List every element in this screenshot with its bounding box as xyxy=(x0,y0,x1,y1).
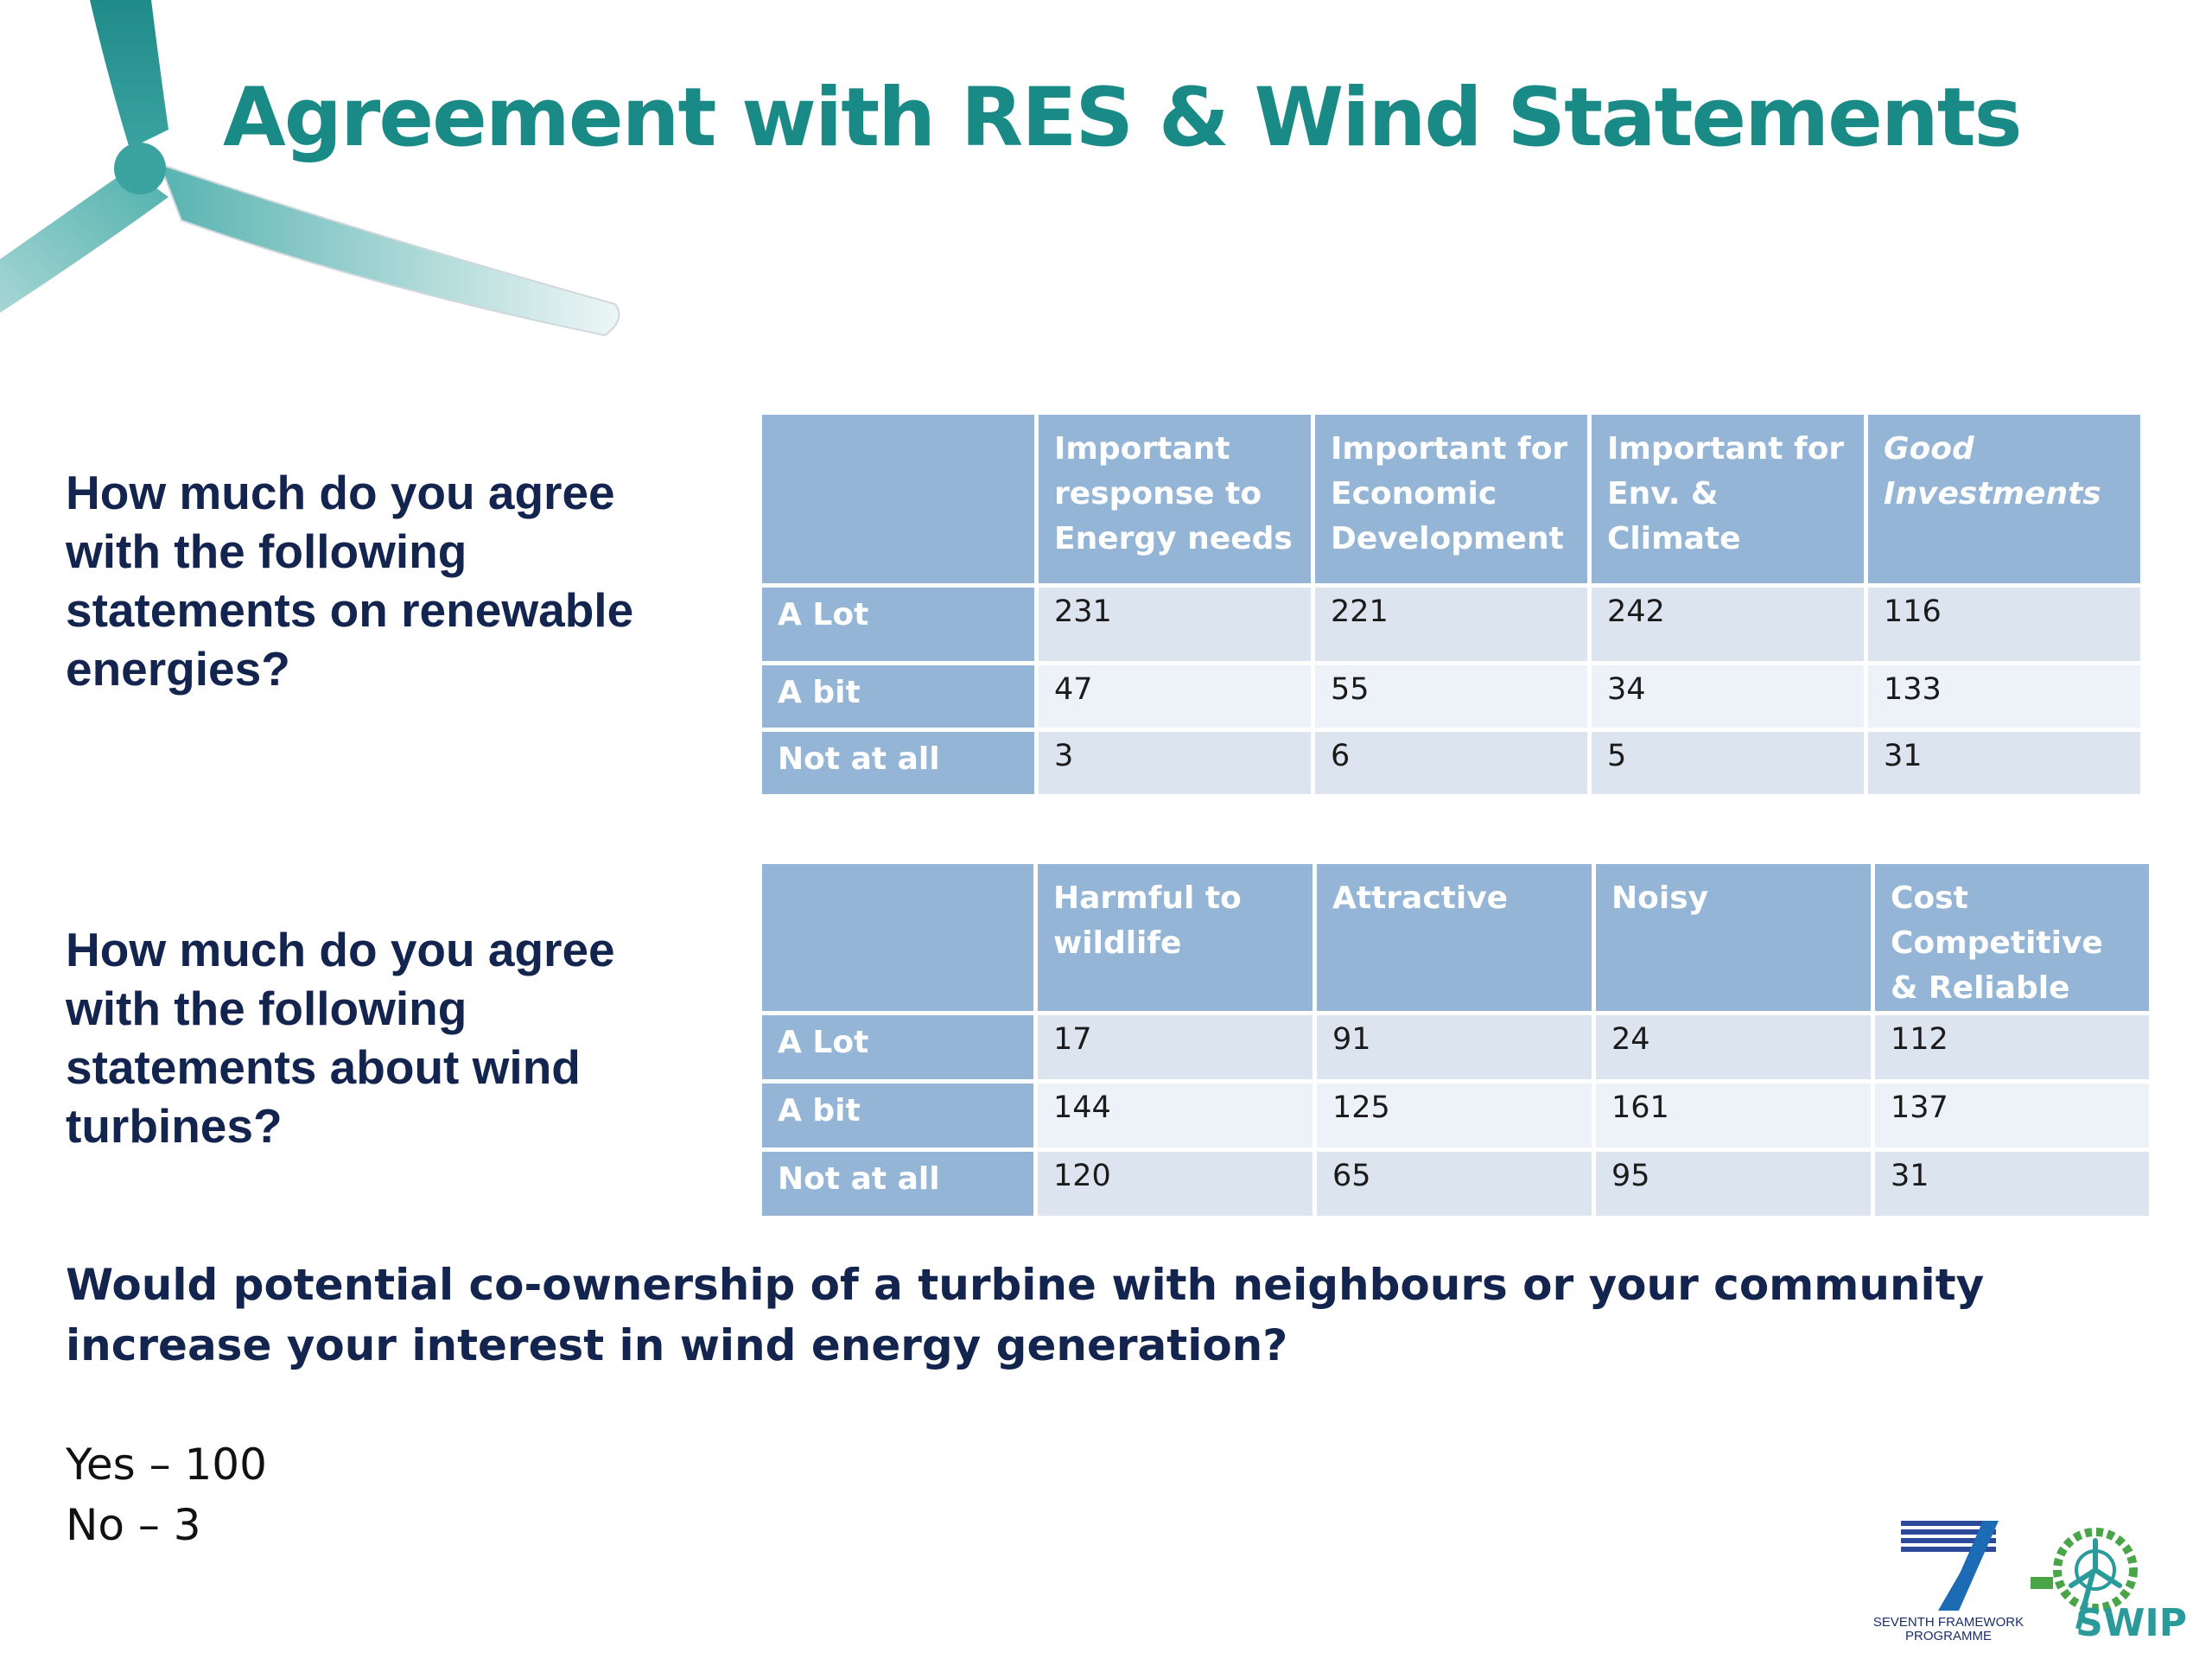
fp7-caption: SEVENTH FRAMEWORK PROGRAMME xyxy=(1872,1615,2024,1643)
table-row xyxy=(762,665,2140,728)
swip-logo xyxy=(2026,1516,2199,1646)
table-header-row xyxy=(762,864,2149,1011)
table-cell: 95 xyxy=(1596,1152,1871,1216)
table-cell: 161 xyxy=(1596,1084,1871,1147)
turbines-question: How much do you agree with the following statements about wind turbines? xyxy=(66,923,615,1153)
table-row xyxy=(762,732,2140,794)
table-row xyxy=(762,1015,2149,1079)
row-header: Not at all xyxy=(762,732,1034,794)
table-cell: 116 xyxy=(1868,588,2140,661)
table-cell: 24 xyxy=(1596,1015,1871,1079)
column-header: Noisy xyxy=(1596,864,1871,1011)
table-cell: 120 xyxy=(1038,1152,1313,1216)
table-header-row xyxy=(762,415,2140,583)
row-header: A bit xyxy=(762,1084,1033,1147)
corner-cell xyxy=(762,415,1034,583)
table-cell: 242 xyxy=(1592,588,1864,661)
swip-caption: SWIP xyxy=(2075,1601,2187,1645)
table-cell: 65 xyxy=(1317,1152,1592,1216)
turbines-agreement-table xyxy=(758,860,2153,1220)
table-row xyxy=(762,1152,2149,1216)
table-cell: 6 xyxy=(1315,732,1587,794)
table-cell: 3 xyxy=(1039,732,1311,794)
renewables-question: How much do you agree with the following statements on renewable energies? xyxy=(66,466,634,696)
answer-no: No – 3 xyxy=(66,1500,201,1550)
renewables-agreement-table xyxy=(758,410,2145,798)
table-cell: 144 xyxy=(1038,1084,1313,1147)
table-cell: 5 xyxy=(1592,732,1864,794)
answer-yes: Yes – 100 xyxy=(66,1440,267,1490)
table-cell: 91 xyxy=(1317,1015,1592,1079)
column-header: Important for Economic Development xyxy=(1315,415,1587,583)
page-title: Agreement with RES & Wind Statements xyxy=(223,71,2021,165)
column-header: Cost Competitive & Reliable xyxy=(1875,864,2149,1011)
row-header: A bit xyxy=(762,665,1034,728)
table-row xyxy=(762,588,2140,661)
column-header: Attractive xyxy=(1317,864,1592,1011)
table-cell: 125 xyxy=(1317,1084,1592,1147)
table-cell: 31 xyxy=(1868,732,2140,794)
wind-turbine-blade-graphic xyxy=(0,0,639,346)
table-cell: 231 xyxy=(1039,588,1311,661)
table-cell: 112 xyxy=(1875,1015,2149,1079)
coownership-answers xyxy=(66,1434,267,1555)
column-header xyxy=(1868,415,2140,583)
row-header: A Lot xyxy=(762,588,1034,661)
table-cell: 137 xyxy=(1875,1084,2149,1147)
corner-cell xyxy=(762,864,1033,1011)
column-header: Harmful to wildlife xyxy=(1038,864,1313,1011)
table-cell: 47 xyxy=(1039,665,1311,728)
fp7-logo xyxy=(1862,1514,2035,1643)
table-row xyxy=(762,1084,2149,1147)
row-header: A Lot xyxy=(762,1015,1033,1079)
table-cell: 17 xyxy=(1038,1015,1313,1079)
column-header-label: Good Investments xyxy=(1884,431,2101,512)
table-cell: 221 xyxy=(1315,588,1587,661)
column-header: Important response to Energy needs xyxy=(1039,415,1311,583)
column-header: Important for Env. & Climate xyxy=(1592,415,1864,583)
row-header: Not at all xyxy=(762,1152,1033,1216)
table-cell: 31 xyxy=(1875,1152,2149,1216)
table-cell: 55 xyxy=(1315,665,1587,728)
table-cell: 34 xyxy=(1592,665,1864,728)
table-cell: 133 xyxy=(1868,665,2140,728)
fp7-logo-icon xyxy=(1862,1514,2035,1616)
coownership-question: Would potential co-ownership of a turbine with neighbours or your community increase your interest in wind energy generation? xyxy=(66,1260,1985,1370)
